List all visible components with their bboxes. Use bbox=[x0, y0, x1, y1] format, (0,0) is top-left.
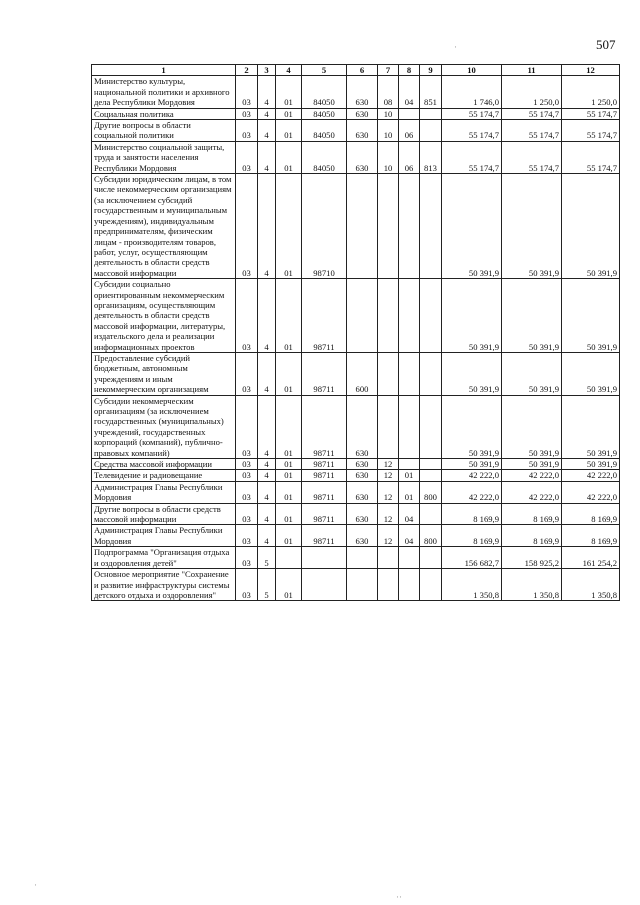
item-name-cell: Основное мероприятие "Сохранение и развитие инфраструктуры системы детского отдыха и оздоровления" bbox=[92, 569, 236, 601]
code-cell: 98711 bbox=[302, 395, 347, 458]
code-cell bbox=[420, 470, 442, 481]
code-cell: 4 bbox=[258, 481, 276, 503]
code-cell: 12 bbox=[378, 481, 399, 503]
amount-cell: 50 391,9 bbox=[442, 279, 502, 353]
code-cell: 98710 bbox=[302, 174, 347, 279]
code-cell: 12 bbox=[378, 459, 399, 470]
scan-dot: · bbox=[454, 42, 457, 52]
code-cell: 4 bbox=[258, 470, 276, 481]
code-cell: 84050 bbox=[302, 76, 347, 108]
code-cell: 03 bbox=[236, 108, 258, 119]
code-cell: 03 bbox=[236, 459, 258, 470]
amount-cell: 50 391,9 bbox=[442, 352, 502, 395]
code-cell: 630 bbox=[347, 470, 378, 481]
amount-cell: 55 174,7 bbox=[442, 141, 502, 173]
code-cell: 600 bbox=[347, 352, 378, 395]
code-cell: 4 bbox=[258, 141, 276, 173]
header-cell: 10 bbox=[442, 65, 502, 76]
header-cell: 4 bbox=[276, 65, 302, 76]
code-cell: 10 bbox=[378, 108, 399, 119]
code-cell: 4 bbox=[258, 525, 276, 547]
table-row bbox=[92, 503, 620, 525]
amount-cell: 42 222,0 bbox=[442, 470, 502, 481]
amount-cell: 50 391,9 bbox=[442, 459, 502, 470]
code-cell bbox=[420, 569, 442, 601]
amount-cell: 55 174,7 bbox=[442, 120, 502, 142]
amount-cell: 55 174,7 bbox=[502, 120, 562, 142]
scan-dot: · bbox=[34, 880, 37, 890]
code-cell: 4 bbox=[258, 395, 276, 458]
amount-cell: 8 169,9 bbox=[502, 525, 562, 547]
code-cell bbox=[378, 569, 399, 601]
header-cell: 7 bbox=[378, 65, 399, 76]
code-cell: 03 bbox=[236, 525, 258, 547]
code-cell: 12 bbox=[378, 470, 399, 481]
code-cell: 01 bbox=[399, 470, 420, 481]
code-cell: 01 bbox=[276, 141, 302, 173]
code-cell bbox=[378, 174, 399, 279]
item-name-cell: Министерство социальной защиты, труда и занятости населения Республики Мордовия bbox=[92, 141, 236, 173]
code-cell bbox=[302, 569, 347, 601]
code-cell bbox=[399, 569, 420, 601]
code-cell: 01 bbox=[276, 569, 302, 601]
header-cell: 5 bbox=[302, 65, 347, 76]
code-cell: 03 bbox=[236, 547, 258, 569]
item-name-cell: Подпрограмма "Организация отдыха и оздоровления детей" bbox=[92, 547, 236, 569]
code-cell: 03 bbox=[236, 279, 258, 353]
code-cell: 98711 bbox=[302, 459, 347, 470]
code-cell: 12 bbox=[378, 525, 399, 547]
item-name-cell: Субсидии социально ориентированным некоммерческим организациям, осуществляющим деятельность в области средств массовой информации, литературы, издательского дела и реализации информационных проектов bbox=[92, 279, 236, 353]
code-cell: 98711 bbox=[302, 481, 347, 503]
amount-cell: 50 391,9 bbox=[502, 459, 562, 470]
amount-cell: 55 174,7 bbox=[562, 141, 620, 173]
code-cell: 5 bbox=[258, 569, 276, 601]
code-cell bbox=[420, 108, 442, 119]
item-name-cell: Телевидение и радиовещание bbox=[92, 470, 236, 481]
code-cell bbox=[276, 547, 302, 569]
amount-cell: 1 350,8 bbox=[442, 569, 502, 601]
amount-cell: 42 222,0 bbox=[562, 470, 620, 481]
item-name-cell: Предоставление субсидий бюджетным, автономным учреждениям и иным некоммерческим организациям bbox=[92, 352, 236, 395]
code-cell: 800 bbox=[420, 525, 442, 547]
table-row bbox=[92, 547, 620, 569]
code-cell bbox=[399, 395, 420, 458]
code-cell: 03 bbox=[236, 569, 258, 601]
code-cell: 630 bbox=[347, 108, 378, 119]
amount-cell: 50 391,9 bbox=[442, 395, 502, 458]
code-cell bbox=[378, 279, 399, 353]
item-name-cell: Другие вопросы в области социальной политики bbox=[92, 120, 236, 142]
code-cell: 4 bbox=[258, 174, 276, 279]
table-row bbox=[92, 279, 620, 353]
item-name-cell: Другие вопросы в области средств массовой информации bbox=[92, 503, 236, 525]
amount-cell: 55 174,7 bbox=[562, 108, 620, 119]
amount-cell: 42 222,0 bbox=[442, 481, 502, 503]
code-cell: 630 bbox=[347, 525, 378, 547]
table-row bbox=[92, 569, 620, 601]
table-row bbox=[92, 470, 620, 481]
code-cell: 06 bbox=[399, 120, 420, 142]
code-cell bbox=[420, 395, 442, 458]
code-cell: 03 bbox=[236, 503, 258, 525]
header-row bbox=[92, 65, 620, 76]
amount-cell: 8 169,9 bbox=[442, 503, 502, 525]
code-cell: 01 bbox=[276, 525, 302, 547]
code-cell bbox=[420, 120, 442, 142]
amount-cell: 50 391,9 bbox=[562, 174, 620, 279]
table-row bbox=[92, 459, 620, 470]
amount-cell: 50 391,9 bbox=[562, 459, 620, 470]
amount-cell: 42 222,0 bbox=[502, 481, 562, 503]
code-cell bbox=[399, 108, 420, 119]
item-name-cell: Социальная политика bbox=[92, 108, 236, 119]
table-row bbox=[92, 108, 620, 119]
item-name-cell: Средства массовой информации bbox=[92, 459, 236, 470]
amount-cell: 55 174,7 bbox=[502, 141, 562, 173]
code-cell: 01 bbox=[276, 481, 302, 503]
code-cell: 4 bbox=[258, 108, 276, 119]
code-cell: 01 bbox=[276, 108, 302, 119]
scan-dot: ·· bbox=[396, 892, 402, 902]
code-cell bbox=[420, 174, 442, 279]
code-cell: 98711 bbox=[302, 503, 347, 525]
code-cell: 08 bbox=[378, 76, 399, 108]
amount-cell: 50 391,9 bbox=[502, 279, 562, 353]
code-cell: 98711 bbox=[302, 352, 347, 395]
code-cell: 851 bbox=[420, 76, 442, 108]
code-cell: 4 bbox=[258, 503, 276, 525]
amount-cell: 1 250,0 bbox=[562, 76, 620, 108]
code-cell: 03 bbox=[236, 395, 258, 458]
code-cell: 01 bbox=[276, 279, 302, 353]
code-cell: 630 bbox=[347, 459, 378, 470]
header-cell: 3 bbox=[258, 65, 276, 76]
header-cell: 8 bbox=[399, 65, 420, 76]
code-cell bbox=[399, 279, 420, 353]
code-cell: 03 bbox=[236, 76, 258, 108]
code-cell bbox=[378, 395, 399, 458]
amount-cell: 158 925,2 bbox=[502, 547, 562, 569]
amount-cell: 55 174,7 bbox=[502, 108, 562, 119]
header-cell: 2 bbox=[236, 65, 258, 76]
header-cell: 12 bbox=[562, 65, 620, 76]
code-cell: 04 bbox=[399, 76, 420, 108]
code-cell: 630 bbox=[347, 481, 378, 503]
amount-cell: 50 391,9 bbox=[562, 395, 620, 458]
amount-cell: 1 350,8 bbox=[502, 569, 562, 601]
code-cell: 03 bbox=[236, 470, 258, 481]
code-cell bbox=[302, 547, 347, 569]
code-cell: 98711 bbox=[302, 279, 347, 353]
item-name-cell: Субсидии юридическим лицам, в том числе некоммерческим организациям (за исключением субсидий государственным и муниципальным учреждениям), индивидуальным предпринимателям, физическим лицам - производителям товаров, работ, услуг, осуществляющим деятельность в области средств массовой информации bbox=[92, 174, 236, 279]
amount-cell: 8 169,9 bbox=[442, 525, 502, 547]
code-cell: 01 bbox=[276, 459, 302, 470]
amount-cell: 50 391,9 bbox=[562, 352, 620, 395]
code-cell: 84050 bbox=[302, 141, 347, 173]
amount-cell: 55 174,7 bbox=[562, 120, 620, 142]
page-number: 507 bbox=[596, 37, 616, 52]
item-name-cell: Администрация Главы Республики Мордовия bbox=[92, 525, 236, 547]
code-cell bbox=[399, 352, 420, 395]
code-cell: 5 bbox=[258, 547, 276, 569]
code-cell bbox=[420, 352, 442, 395]
item-name-cell: Администрация Главы Республики Мордовия bbox=[92, 481, 236, 503]
code-cell: 01 bbox=[276, 503, 302, 525]
code-cell: 01 bbox=[276, 76, 302, 108]
code-cell bbox=[347, 569, 378, 601]
amount-cell: 50 391,9 bbox=[562, 279, 620, 353]
code-cell: 4 bbox=[258, 120, 276, 142]
amount-cell: 8 169,9 bbox=[562, 525, 620, 547]
amount-cell: 161 254,2 bbox=[562, 547, 620, 569]
code-cell bbox=[378, 547, 399, 569]
code-cell: 01 bbox=[276, 470, 302, 481]
amount-cell: 42 222,0 bbox=[502, 470, 562, 481]
table-row bbox=[92, 120, 620, 142]
code-cell bbox=[347, 547, 378, 569]
code-cell: 84050 bbox=[302, 120, 347, 142]
code-cell: 630 bbox=[347, 76, 378, 108]
code-cell: 98711 bbox=[302, 525, 347, 547]
code-cell bbox=[378, 352, 399, 395]
code-cell: 4 bbox=[258, 76, 276, 108]
table-row bbox=[92, 525, 620, 547]
amount-cell: 1 250,0 bbox=[502, 76, 562, 108]
code-cell: 10 bbox=[378, 120, 399, 142]
code-cell: 01 bbox=[276, 174, 302, 279]
code-cell: 01 bbox=[276, 352, 302, 395]
amount-cell: 42 222,0 bbox=[562, 481, 620, 503]
code-cell bbox=[420, 503, 442, 525]
code-cell bbox=[399, 459, 420, 470]
code-cell: 03 bbox=[236, 481, 258, 503]
table-row bbox=[92, 395, 620, 458]
amount-cell: 1 746,0 bbox=[442, 76, 502, 108]
code-cell: 4 bbox=[258, 459, 276, 470]
code-cell: 06 bbox=[399, 141, 420, 173]
code-cell bbox=[420, 547, 442, 569]
code-cell: 630 bbox=[347, 120, 378, 142]
code-cell: 01 bbox=[276, 120, 302, 142]
amount-cell: 1 350,8 bbox=[562, 569, 620, 601]
code-cell: 4 bbox=[258, 279, 276, 353]
amount-cell: 8 169,9 bbox=[502, 503, 562, 525]
code-cell: 4 bbox=[258, 352, 276, 395]
header-cell: 11 bbox=[502, 65, 562, 76]
code-cell bbox=[420, 279, 442, 353]
code-cell: 04 bbox=[399, 525, 420, 547]
code-cell bbox=[347, 174, 378, 279]
amount-cell: 156 682,7 bbox=[442, 547, 502, 569]
code-cell: 01 bbox=[276, 395, 302, 458]
code-cell: 813 bbox=[420, 141, 442, 173]
amount-cell: 50 391,9 bbox=[442, 174, 502, 279]
code-cell: 84050 bbox=[302, 108, 347, 119]
table-row bbox=[92, 352, 620, 395]
code-cell: 03 bbox=[236, 120, 258, 142]
code-cell: 10 bbox=[378, 141, 399, 173]
amount-cell: 8 169,9 bbox=[562, 503, 620, 525]
item-name-cell: Министерство культуры, национальной политики и архивного дела Республики Мордовия bbox=[92, 76, 236, 108]
code-cell: 630 bbox=[347, 141, 378, 173]
code-cell: 03 bbox=[236, 141, 258, 173]
budget-table bbox=[91, 64, 620, 601]
header-cell: 6 bbox=[347, 65, 378, 76]
amount-cell: 50 391,9 bbox=[502, 395, 562, 458]
code-cell bbox=[399, 174, 420, 279]
code-cell: 01 bbox=[399, 481, 420, 503]
table-row bbox=[92, 76, 620, 108]
code-cell: 03 bbox=[236, 174, 258, 279]
code-cell bbox=[399, 547, 420, 569]
table-row bbox=[92, 481, 620, 503]
header-cell: 1 bbox=[92, 65, 236, 76]
code-cell: 03 bbox=[236, 352, 258, 395]
code-cell: 12 bbox=[378, 503, 399, 525]
item-name-cell: Субсидии некоммерческим организациям (за исключением государственных (муниципальных) учреждений, государственных корпораций (компаний), публично-правовых компаний) bbox=[92, 395, 236, 458]
code-cell: 630 bbox=[347, 395, 378, 458]
table-row bbox=[92, 174, 620, 279]
code-cell: 04 bbox=[399, 503, 420, 525]
code-cell: 98711 bbox=[302, 470, 347, 481]
table-row bbox=[92, 141, 620, 173]
amount-cell: 50 391,9 bbox=[502, 174, 562, 279]
code-cell bbox=[347, 279, 378, 353]
header-cell: 9 bbox=[420, 65, 442, 76]
code-cell: 630 bbox=[347, 503, 378, 525]
code-cell: 800 bbox=[420, 481, 442, 503]
code-cell bbox=[420, 459, 442, 470]
amount-cell: 50 391,9 bbox=[502, 352, 562, 395]
amount-cell: 55 174,7 bbox=[442, 108, 502, 119]
